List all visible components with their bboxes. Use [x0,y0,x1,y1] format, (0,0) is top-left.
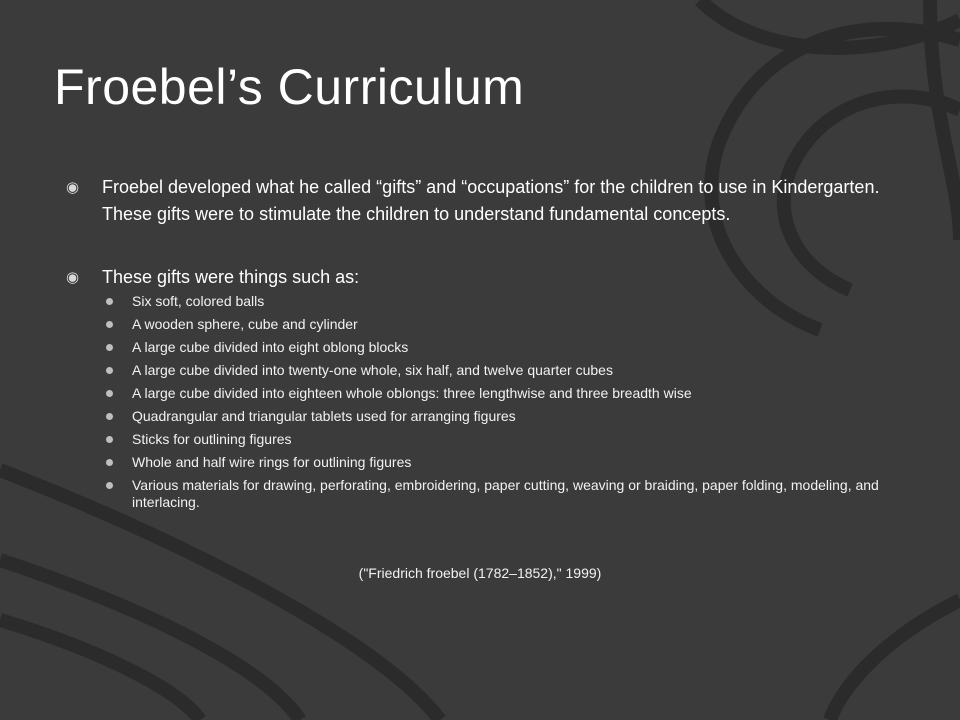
gifts-list [66,293,906,511]
paragraph-text: Froebel developed what he called “gifts” and “occupations” for the children to use in Kindergarten. These gifts were to stimulate the children to understand fundamental concepts. [102,177,880,224]
dot-bullet-icon [106,298,113,305]
paragraph-text: These gifts were things such as: [102,267,360,287]
bullet-paragraph [66,174,906,228]
citation: ("Friedrich froebel (1782–1852)," 1999) [358,565,602,581]
dot-bullet-icon [106,459,113,466]
slide-title: Froebel’s Curriculum [54,59,525,115]
list-item [106,431,906,448]
dot-bullet-icon [106,482,113,489]
list-item-text: A wooden sphere, cube and cylinder [132,316,358,332]
list-item [106,454,906,471]
list-item [106,316,906,333]
dot-bullet-icon [106,390,113,397]
list-item-text: Quadrangular and triangular tablets used for arranging figures [132,408,516,424]
target-bullet-icon: ◉ [66,179,80,196]
dot-bullet-icon [106,436,113,443]
list-item [106,293,906,310]
list-item-text: Various materials for drawing, perforating, embroidering, paper cutting, weaving or braiding, paper folding, modeling, and interlacing. [132,477,879,510]
dot-bullet-icon [106,413,113,420]
dot-bullet-icon [106,344,113,351]
list-item-text: Sticks for outlining figures [132,431,292,447]
list-item-text: A large cube divided into eighteen whole oblongs: three lengthwise and three breadth wise [132,385,692,401]
list-item [106,385,906,402]
slide-body [66,174,906,517]
dot-bullet-icon [106,367,113,374]
list-item-text: A large cube divided into twenty-one whole, six half, and twelve quarter cubes [132,362,613,378]
list-item [106,408,906,425]
list-item [106,362,906,379]
list-item [106,477,906,511]
dot-bullet-icon [106,321,113,328]
list-item [106,339,906,356]
target-bullet-icon: ◉ [66,269,80,286]
list-item-text: Whole and half wire rings for outlining figures [132,454,412,470]
list-item-text: A large cube divided into eight oblong blocks [132,339,409,355]
list-item-text: Six soft, colored balls [132,293,265,309]
bullet-paragraph [66,264,906,291]
